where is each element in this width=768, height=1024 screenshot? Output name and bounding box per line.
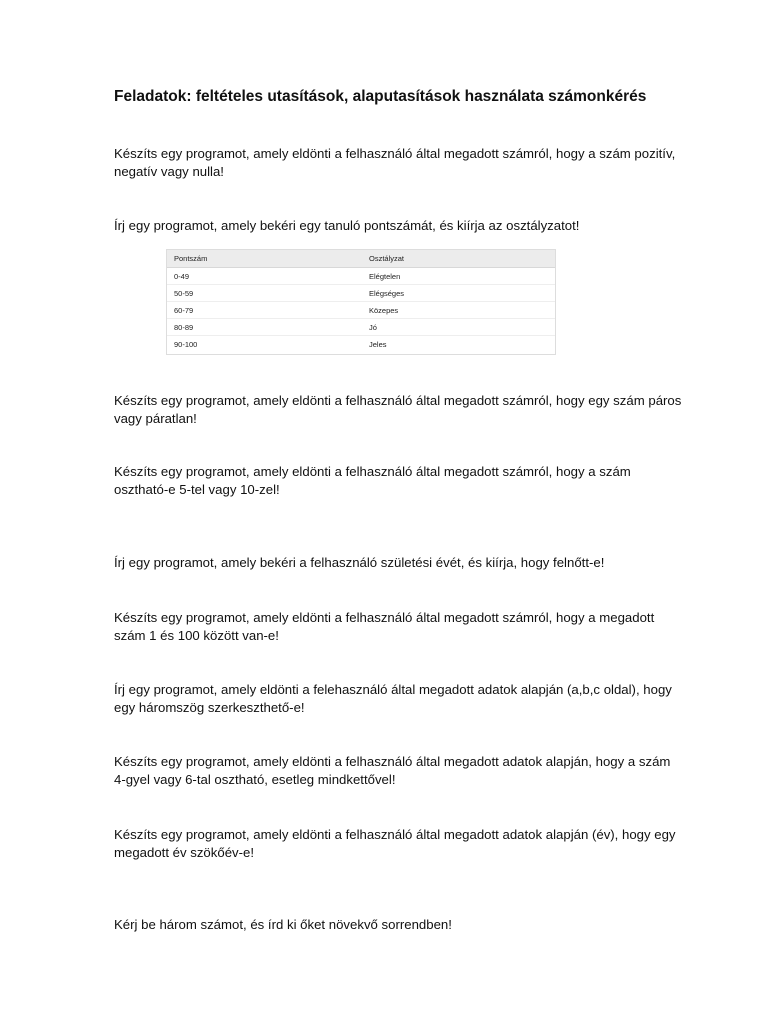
document-title: Feladatok: feltételes utasítások, alaputasítások használata számonkérés <box>114 88 647 105</box>
grade-table-grade: Elégséges <box>362 285 555 302</box>
grade-table-grade: Elégtelen <box>362 268 555 285</box>
task-2: Írj egy programot, amely bekéri egy tanuló pontszámát, és kiírja az osztályzatot! <box>114 218 580 233</box>
grade-table-score: 60-79 <box>167 302 362 319</box>
task-8: Készíts egy programot, amely eldönti a felhasználó által megadott adatok alapján, hogy a szám 4-gyel vagy 6-tal osztható, esetleg mindkettővel! <box>114 754 671 787</box>
grade-table-score: 90-100 <box>174 339 198 349</box>
task-10: Kérj be három számot, és írd ki őket növekvő sorrendben! <box>114 917 452 932</box>
grade-table-score: 50-59 <box>167 285 362 302</box>
task-5: Írj egy programot, amely bekéri a felhasználó születési évét, és kiírja, hogy felnőtt-e! <box>114 555 605 570</box>
grade-table-header-grade: Osztályzat <box>362 250 555 268</box>
table-row <box>167 285 555 302</box>
grade-table-score: 0-49 <box>167 268 362 285</box>
grade-table-header-score: Pontszám <box>167 250 362 268</box>
table-row <box>167 268 555 285</box>
grade-table-header-row <box>167 250 555 268</box>
table-row <box>167 336 555 353</box>
task-1: Készíts egy programot, amely eldönti a felhasználó által megadott számról, hogy a szám pozitív, negatív vagy nulla! <box>114 146 676 179</box>
grade-table-grade: Közepes <box>362 302 555 319</box>
task-4: Készíts egy programot, amely eldönti a felhasználó által megadott számról, hogy a szám osztható-e 5-tel vagy 10-zel! <box>114 464 631 497</box>
task-7: Írj egy programot, amely eldönti a felehasználó által megadott adatok alapján (a,b,c oldal), hogy egy háromszög szerkeszthető-e! <box>114 682 672 715</box>
table-row <box>167 319 555 336</box>
grade-table-grade: Jeles <box>369 339 387 349</box>
grade-table-score: 80-89 <box>167 319 362 336</box>
task-3: Készíts egy programot, amely eldönti a felhasználó által megadott számról, hogy egy szám páros vagy páratlan! <box>114 393 682 426</box>
task-6: Készíts egy programot, amely eldönti a felhasználó által megadott számról, hogy a megadott szám 1 és 100 között van-e! <box>114 610 655 643</box>
table-row <box>167 302 555 319</box>
task-9: Készíts egy programot, amely eldönti a felhasználó által megadott adatok alapján (év), hogy egy megadott év szökőév-e! <box>114 827 676 860</box>
grade-table <box>166 249 556 355</box>
grade-table-grade: Jó <box>362 319 555 336</box>
